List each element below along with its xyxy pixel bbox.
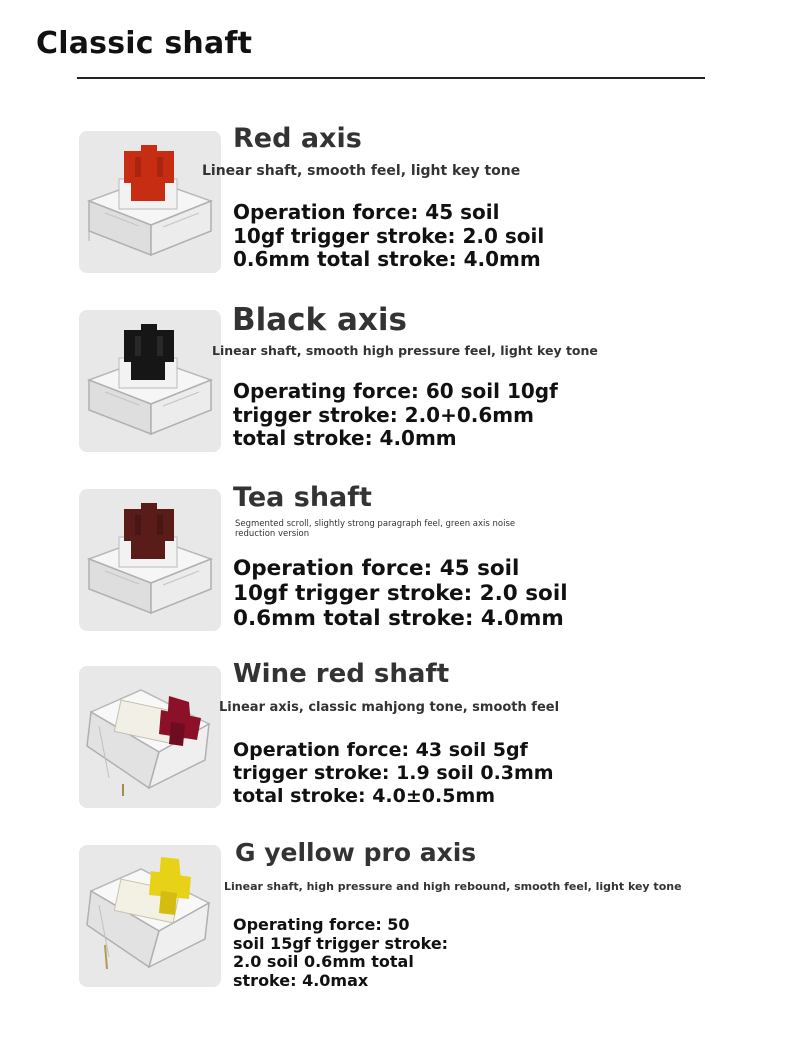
switch-spec	[233, 556, 568, 631]
switch-card-black	[79, 302, 679, 452]
switch-name: G yellow pro axis	[235, 838, 477, 867]
switch-description: Linear axis, classic mahjong tone, smooth feel	[219, 700, 560, 715]
switch-spec	[233, 739, 554, 808]
spec-line: 2.0 soil 0.6mm total	[233, 952, 414, 971]
switch-card-red	[79, 123, 679, 273]
spec-line: 10gf trigger stroke: 2.0 soil	[233, 223, 545, 248]
switch-name: Red axis	[233, 123, 362, 154]
switch-card-yellow	[79, 838, 682, 990]
black-switch-icon	[79, 310, 221, 452]
switch-name: Wine red shaft	[233, 659, 450, 689]
red-switch-icon	[79, 131, 221, 273]
spec-line: soil 15gf trigger stroke:	[233, 933, 449, 953]
switch-spec	[233, 380, 558, 451]
switch-description: Linear shaft, smooth high pressure feel, light key tone	[212, 343, 598, 358]
spec-line: trigger stroke: 1.9 soil 0.3mm	[233, 762, 554, 784]
switch-thumbnail	[79, 489, 221, 631]
switch-description: Linear shaft, smooth feel, light key tone	[202, 163, 521, 179]
switch-thumbnail	[79, 131, 221, 273]
wine-red-switch-icon	[79, 666, 221, 808]
spec-line: total stroke: 4.0±0.5mm	[233, 785, 496, 807]
page-title: Classic shaft	[36, 26, 253, 61]
switch-card-tea	[79, 482, 679, 631]
switch-card-wine-red	[79, 659, 679, 808]
spec-line: stroke: 4.0max	[233, 970, 369, 990]
switch-spec	[233, 201, 544, 272]
spec-line: Operating force: 50	[233, 915, 410, 934]
switch-name: Black axis	[232, 302, 407, 338]
spec-line: Operating force: 60 soil 10gf	[233, 379, 558, 403]
switch-name: Tea shaft	[233, 482, 372, 513]
switch-description: Segmented scroll, slightly strong paragraph feel, green axis noise reduction version	[235, 519, 516, 539]
switch-thumbnail	[79, 310, 221, 452]
spec-line: 10gf trigger stroke: 2.0 soil	[233, 581, 568, 606]
switch-spec	[233, 916, 448, 990]
yellow-switch-icon	[79, 845, 221, 987]
switch-thumbnail	[79, 666, 221, 808]
spec-line: Operation force: 45 soil	[233, 556, 520, 581]
spec-line: Operation force: 43 soil 5gf	[233, 739, 528, 761]
title-divider	[77, 77, 705, 79]
spec-line: 0.6mm total stroke: 4.0mm	[233, 247, 541, 271]
spec-line: 0.6mm total stroke: 4.0mm	[233, 606, 564, 631]
spec-line: trigger stroke: 2.0+0.6mm	[233, 402, 534, 427]
spec-line: Operation force: 45 soil	[233, 200, 500, 224]
switch-thumbnail	[79, 845, 221, 987]
spec-line: total stroke: 4.0mm	[233, 426, 457, 450]
switch-description: Linear shaft, high pressure and high rebound, smooth feel, light key tone	[224, 880, 682, 893]
tea-switch-icon	[79, 489, 221, 631]
